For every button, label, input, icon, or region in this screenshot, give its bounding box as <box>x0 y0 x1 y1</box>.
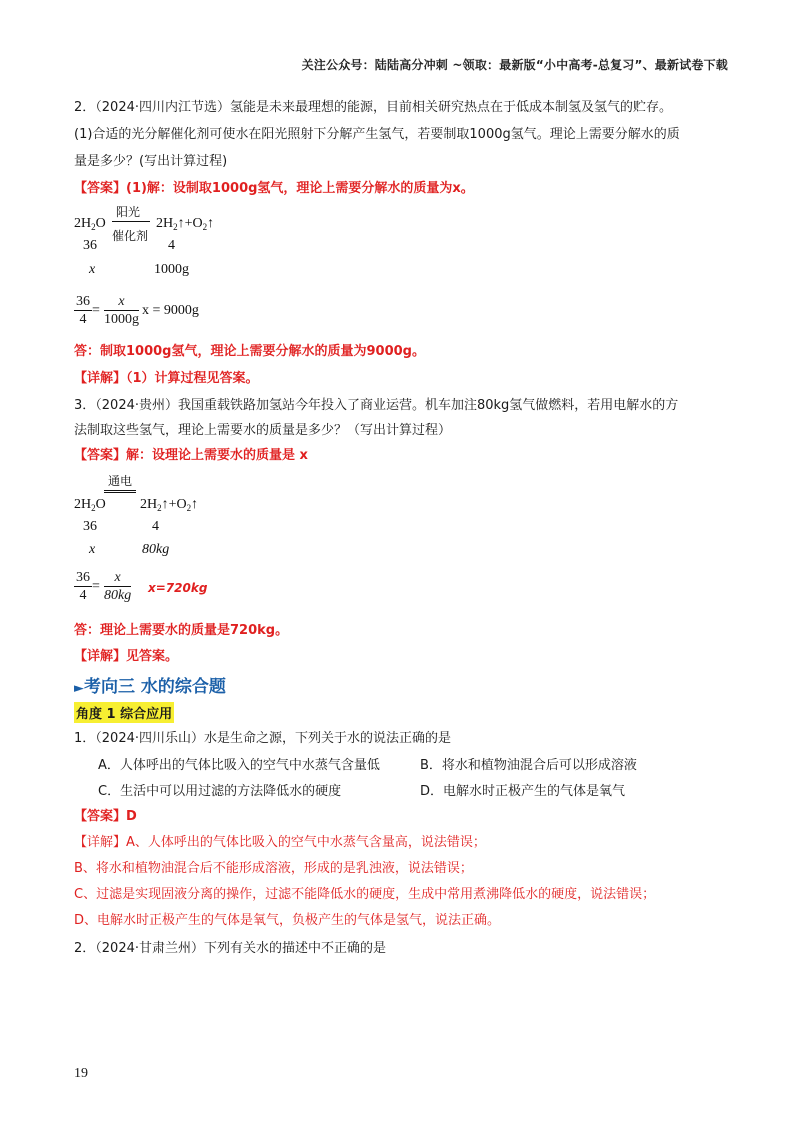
q2-frac-left-num: 36 <box>76 294 90 309</box>
q3-frac-right-den: 80kg <box>104 588 132 603</box>
page-header: 关注公众号：陆陆高分冲刺 ~领取：最新版“小中高考-总复习”、最新试卷下载 <box>301 58 728 72</box>
q3-eq-reactant: $2H_2O$ <box>74 497 106 513</box>
q2-mr-hydrogen: 4 <box>168 238 175 253</box>
mc1-stem: 1．（2024·四川乐山）水是生命之源，下列关于水的说法正确的是 <box>74 731 451 746</box>
mc1-answer: 【答案】D <box>74 809 137 824</box>
q3-reaction-arrow <box>104 490 136 493</box>
q3-frac-left-num: 36 <box>76 570 90 585</box>
mc1-option-a: A．人体呼出的气体比吸入的空气中水蒸气含量低 <box>98 758 380 773</box>
q2-line2: (1)合适的光分解催化剂可使水在阳光照射下分解产生氢气，若要制取1000g氢气。理论上需要分解水的质 <box>74 127 680 142</box>
q3-fraction-left <box>74 569 92 604</box>
mc1-detail-a: 【详解】A、人体呼出的气体比吸入的空气中水蒸气含量高，说法错误； <box>74 835 486 850</box>
q3-condition-top: 通电 <box>108 474 133 488</box>
q3-frac-left-den: 4 <box>79 588 87 603</box>
q3-mr-hydrogen: 4 <box>152 519 159 534</box>
q2-known-water: x <box>89 262 96 277</box>
q3-equals: = <box>92 579 100 594</box>
section-title: ►考向三 水的综合题 <box>74 677 226 697</box>
q3-eq-products: $2H_2↑+O_2↑$ <box>140 497 199 513</box>
page-number: 19 <box>74 1066 88 1081</box>
q3-frac-right-num: x <box>104 569 131 587</box>
mc1-detail-c: C、过滤是实现固液分离的操作，过滤不能降低水的硬度，生成中常用煮沸降低水的硬度，说法错误； <box>74 887 656 902</box>
q2-line3: 量是多少？(写出计算过程) <box>74 154 228 169</box>
q2-answer: 【答案】(1)解：设制取1000g氢气，理论上需要分解水的质量为x。 <box>74 181 474 196</box>
q2-mr-water: 36 <box>83 238 97 253</box>
q2-eq-reactant: $2H_2O$ <box>74 216 106 232</box>
q2-frac-left-den: 4 <box>79 312 87 327</box>
q2-fraction-right <box>104 293 139 328</box>
triangle-bullet-icon: ► <box>74 681 84 696</box>
q2-line1: 2．（2024·四川内江节选）氢能是未来最理想的能源，目前相关研究热点在于低成本制氢及氢气的贮存。 <box>74 100 672 115</box>
mc2-stem: 2．（2024·甘肃兰州）下列有关水的描述中不正确的是 <box>74 941 386 956</box>
q2-condition-bottom: 催化剂 <box>112 229 149 243</box>
q3-fraction-right <box>104 569 131 604</box>
q2-condition-top: 阳光 <box>116 205 141 219</box>
q3-answer: 【答案】解：设理论上需要水的质量是 x <box>74 448 308 463</box>
q2-detail: 【详解】（1）计算过程见答案。 <box>74 371 259 386</box>
q2-reaction-arrow <box>112 221 150 222</box>
q2-frac-right-num: x <box>104 293 139 311</box>
q2-equals: = <box>92 303 100 318</box>
q3-known-hydrogen: 80kg <box>142 542 170 557</box>
q3-detail: 【详解】见答案。 <box>74 649 179 664</box>
mc1-option-b: B．将水和植物油混合后可以形成溶液 <box>420 758 637 773</box>
q3-conclusion: 答：理论上需要水的质量是720kg。 <box>74 623 289 638</box>
q2-frac-right-den: 1000g <box>104 312 139 327</box>
mc1-option-c: C．生活中可以用过滤的方法降低水的硬度 <box>98 784 342 799</box>
q3-result: x=720kg <box>148 581 208 595</box>
q2-eq-products: $2H_2↑+O_2↑$ <box>156 216 215 232</box>
q3-line2: 法制取这些氢气，理论上需要水的质量是多少？（写出计算过程） <box>74 423 452 438</box>
mc1-option-d: D．电解水时正极产生的气体是氧气 <box>420 784 626 799</box>
q3-mr-water: 36 <box>83 519 97 534</box>
q2-conclusion: 答：制取1000g氢气，理论上需要分解水的质量为9000g。 <box>74 344 425 359</box>
q3-known-water: x <box>89 542 96 557</box>
q2-known-hydrogen: 1000g <box>154 262 189 277</box>
q2-fraction-left <box>74 293 92 328</box>
q3-line1: 3．（2024·贵州）我国重载铁路加氢站今年投入了商业运营。机车加注80kg氢气做燃料，若用电解水的方 <box>74 398 679 413</box>
mc1-detail-d: D、电解水时正极产生的气体是氧气，负极产生的气体是氢气，说法正确。 <box>74 913 501 928</box>
q2-result: x = 9000g <box>142 303 199 318</box>
section-tag: 角度 1 综合应用 <box>74 702 174 723</box>
mc1-detail-b: B、将水和植物油混合后不能形成溶液，形成的是乳浊液，说法错误； <box>74 861 473 876</box>
